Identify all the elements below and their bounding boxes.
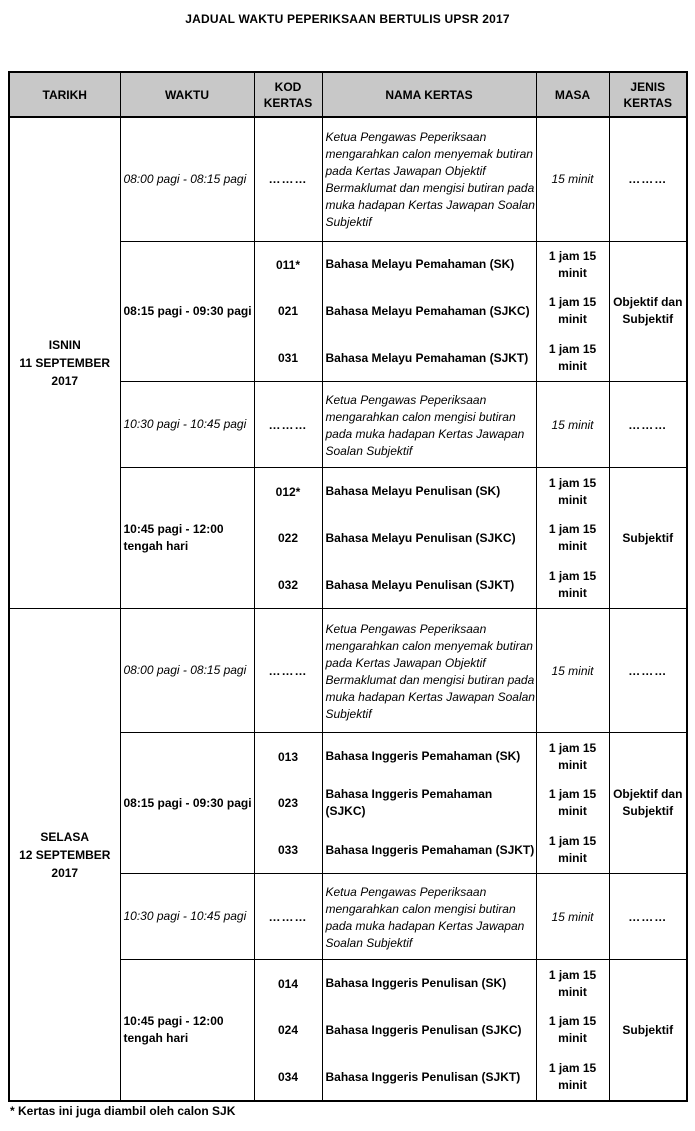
time-cell: 08:00 pagi - 08:15 pagi xyxy=(120,609,254,733)
day-date: 12 SEPTEMBER xyxy=(19,847,111,862)
paper-duration: 1 jam 15 minit xyxy=(548,787,597,819)
time-cell: 08:15 pagi - 09:30 pagi xyxy=(120,241,254,382)
paper-type: Objektif dan Subjektif xyxy=(609,241,687,382)
duration-cell: 15 minit xyxy=(536,117,609,241)
footnote: * Kertas ini juga diambil oleh calon SJK xyxy=(10,1104,236,1118)
duration-cell: 15 minit xyxy=(536,382,609,468)
paper-duration: 1 jam 15 minit xyxy=(548,1061,597,1093)
duration-cell xyxy=(536,960,609,1101)
header-kod-kertas xyxy=(254,72,322,117)
paper-name-cell xyxy=(322,468,536,609)
header-row xyxy=(9,72,687,117)
type-placeholder: ……… xyxy=(609,117,687,241)
paper-name: Bahasa Melayu Pemahaman (SK) xyxy=(325,257,515,272)
header-kod-kertas-label: KOD KERTAS xyxy=(263,79,313,110)
paper-name: Bahasa Inggeris Penulisan (SJKT) xyxy=(325,1069,521,1084)
paper-name-cell xyxy=(322,733,536,874)
paper-name: Bahasa Inggeris Pemahaman (SJKC) xyxy=(325,787,493,819)
instruction-text: Ketua Pengawas Peperiksaan mengarahkan calon mengisi butiran pada muka hadapan Kertas Jawapan Soalan Subjektif xyxy=(322,382,536,468)
instruction-text: Ketua Pengawas Peperiksaan mengarahkan calon mengisi butiran pada muka hadapan Kertas Jawapan Soalan Subjektif xyxy=(322,874,536,960)
instruction-text: Ketua Pengawas Peperiksaan mengarahkan calon menyemak butiran pada Kertas Jawapan Objektif Bermaklumat dan mengisi butiran pada muka hadapan Kertas Jawapan Soalan Subjektif xyxy=(322,117,536,241)
table-row xyxy=(9,609,687,733)
code-placeholder: ……… xyxy=(254,609,322,733)
date-cell xyxy=(9,609,120,1101)
paper-code: 032 xyxy=(277,578,299,593)
paper-type: Objektif dan Subjektif xyxy=(609,733,687,874)
paper-name: Bahasa Melayu Penulisan (SK) xyxy=(325,484,501,499)
day-date: 11 SEPTEMBER xyxy=(19,356,111,371)
exam-timetable xyxy=(8,71,688,1102)
paper-name-cell xyxy=(322,960,536,1101)
paper-name: Bahasa Inggeris Penulisan (SK) xyxy=(325,976,507,991)
table-row xyxy=(9,117,687,241)
paper-duration: 1 jam 15 minit xyxy=(548,295,597,327)
paper-name: Bahasa Melayu Penulisan (SJKT) xyxy=(325,577,515,592)
paper-duration: 1 jam 15 minit xyxy=(548,522,597,554)
type-placeholder: ……… xyxy=(609,382,687,468)
day-year: 2017 xyxy=(51,374,79,389)
paper-duration: 1 jam 15 minit xyxy=(548,740,597,772)
code-placeholder: ……… xyxy=(254,874,322,960)
paper-duration: 1 jam 15 minit xyxy=(548,342,597,374)
code-cell xyxy=(254,241,322,382)
duration-cell: 15 minit xyxy=(536,874,609,960)
header-jenis-kertas xyxy=(609,72,687,117)
header-nama-kertas: NAMA KERTAS xyxy=(322,72,536,117)
paper-code: 022 xyxy=(277,531,299,546)
day-name: SELASA xyxy=(40,829,90,844)
code-placeholder: ……… xyxy=(254,382,322,468)
paper-name: Bahasa Melayu Pemahaman (SJKC) xyxy=(325,303,530,318)
paper-name: Bahasa Melayu Penulisan (SJKC) xyxy=(325,530,516,545)
paper-duration: 1 jam 15 minit xyxy=(548,475,597,507)
header-waktu: WAKTU xyxy=(120,72,254,117)
duration-cell xyxy=(536,468,609,609)
paper-duration: 1 jam 15 minit xyxy=(548,569,597,601)
code-cell xyxy=(254,960,322,1101)
paper-code: 033 xyxy=(277,843,299,858)
day-year: 2017 xyxy=(51,865,79,880)
code-placeholder: ……… xyxy=(254,117,322,241)
paper-code: 013 xyxy=(277,749,299,764)
time-cell: 08:15 pagi - 09:30 pagi xyxy=(120,733,254,874)
time-cell: 08:00 pagi - 08:15 pagi xyxy=(120,117,254,241)
page-title: JADUAL WAKTU PEPERIKSAAN BERTULIS UPSR 2017 xyxy=(185,12,510,26)
paper-duration: 1 jam 15 minit xyxy=(548,834,597,866)
duration-cell xyxy=(536,733,609,874)
paper-code: 034 xyxy=(277,1070,299,1085)
paper-type: Subjektif xyxy=(609,960,687,1101)
header-jenis-kertas-label: JENIS KERTAS xyxy=(623,79,672,110)
type-placeholder: ……… xyxy=(609,609,687,733)
paper-code: 014 xyxy=(277,976,299,991)
paper-name-cell xyxy=(322,241,536,382)
paper-code: 031 xyxy=(277,351,299,366)
paper-code: 021 xyxy=(277,304,299,319)
time-cell: 10:45 pagi - 12:00 tengah hari xyxy=(120,468,254,609)
paper-duration: 1 jam 15 minit xyxy=(548,248,597,280)
paper-code: 024 xyxy=(277,1023,299,1038)
paper-name: Bahasa Melayu Pemahaman (SJKT) xyxy=(325,350,529,365)
code-cell xyxy=(254,733,322,874)
paper-code: 012* xyxy=(275,484,301,499)
header-masa: MASA xyxy=(536,72,609,117)
time-cell: 10:30 pagi - 10:45 pagi xyxy=(120,874,254,960)
duration-cell xyxy=(536,241,609,382)
paper-name: Bahasa Inggeris Pemahaman (SK) xyxy=(325,749,521,764)
duration-cell: 15 minit xyxy=(536,609,609,733)
paper-code: 023 xyxy=(277,796,299,811)
header-tarikh: TARIKH xyxy=(9,72,120,117)
paper-duration: 1 jam 15 minit xyxy=(548,967,597,999)
paper-duration: 1 jam 15 minit xyxy=(548,1014,597,1046)
time-cell: 10:30 pagi - 10:45 pagi xyxy=(120,382,254,468)
day-name: ISNIN xyxy=(48,338,81,353)
code-cell xyxy=(254,468,322,609)
paper-code: 011* xyxy=(275,257,301,272)
date-cell xyxy=(9,117,120,609)
paper-name: Bahasa Inggeris Pemahaman (SJKT) xyxy=(325,842,535,857)
type-placeholder: ……… xyxy=(609,874,687,960)
paper-type: Subjektif xyxy=(609,468,687,609)
paper-name: Bahasa Inggeris Penulisan (SJKC) xyxy=(325,1022,522,1037)
time-cell: 10:45 pagi - 12:00 tengah hari xyxy=(120,960,254,1101)
instruction-text: Ketua Pengawas Peperiksaan mengarahkan calon menyemak butiran pada Kertas Jawapan Objektif Bermaklumat dan mengisi butiran pada muka hadapan Kertas Jawapan Soalan Subjektif xyxy=(322,609,536,733)
